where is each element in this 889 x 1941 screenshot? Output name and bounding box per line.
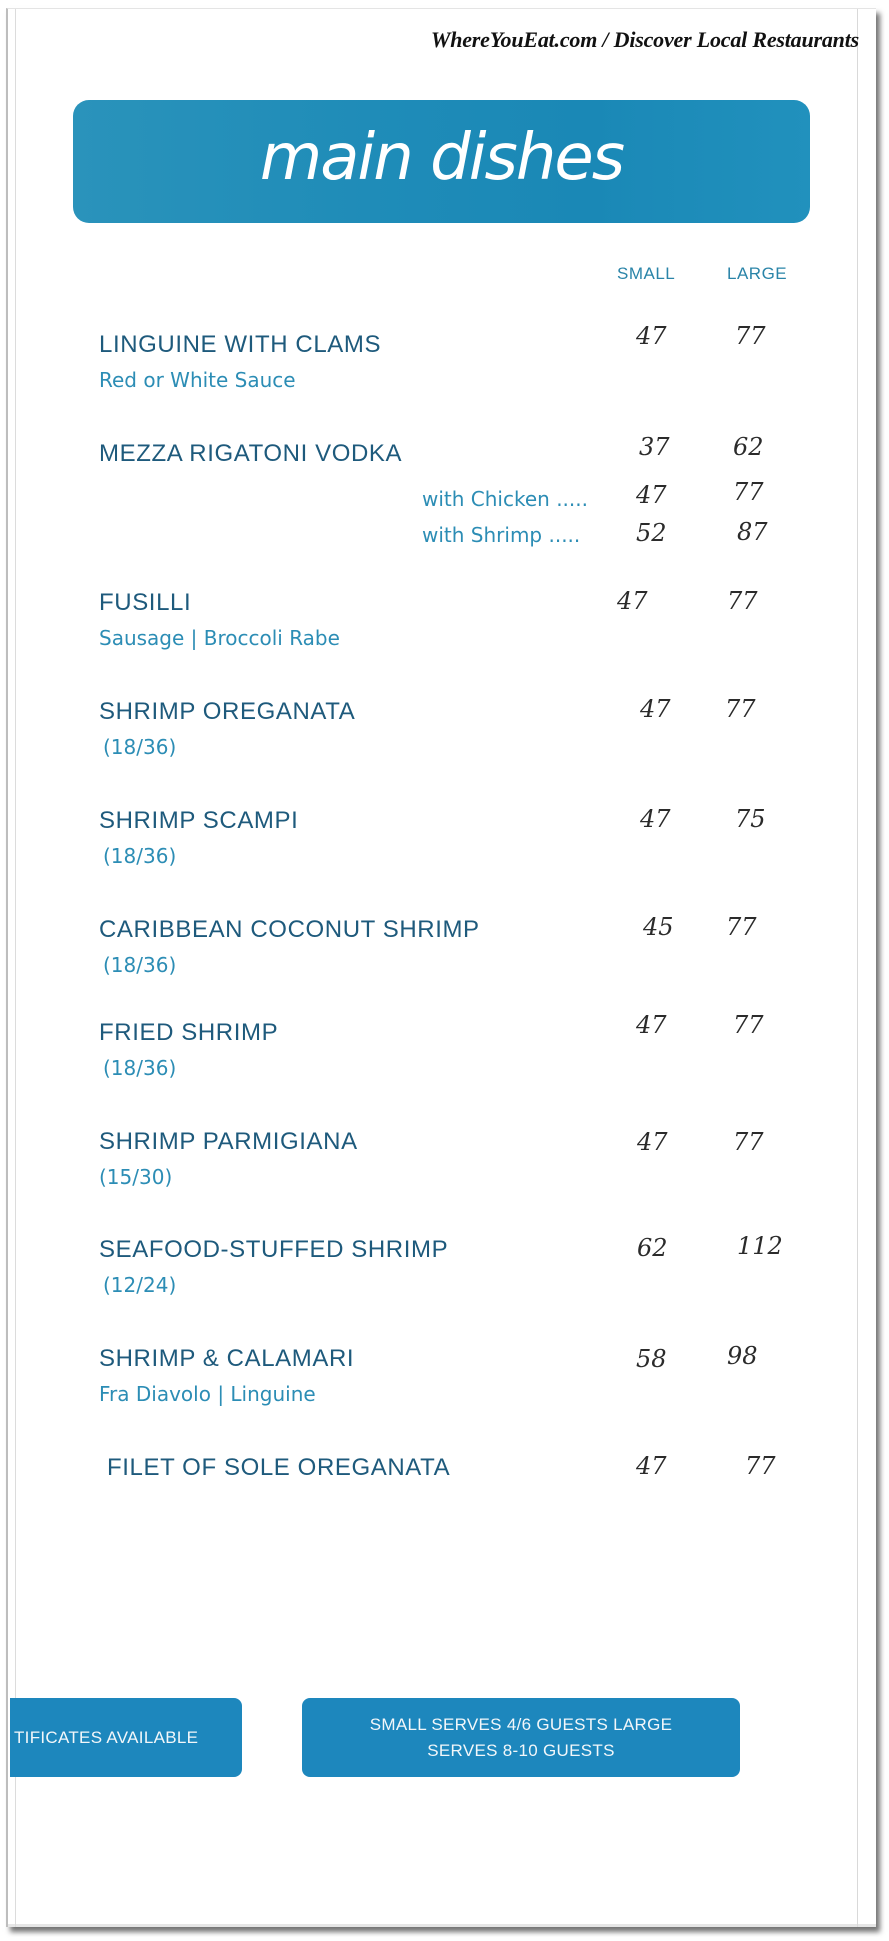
- item-name: CARIBBEAN COCONUT SHRIMP: [99, 916, 480, 943]
- item-description: Red or White Sauce: [99, 368, 296, 392]
- section-title: main dishes: [259, 120, 624, 195]
- item-count: (18/36): [103, 844, 177, 868]
- paper-fold-line: [857, 9, 858, 1927]
- price-small: 47: [636, 322, 667, 350]
- site-watermark: WhereYouEat.com / Discover Local Restaurants: [430, 27, 859, 52]
- item-name: SEAFOOD-STUFFED SHRIMP: [99, 1236, 449, 1263]
- column-header-large: LARGE: [727, 264, 788, 283]
- price-small: 58: [636, 1345, 667, 1373]
- variant-chicken-label: with Chicken .....: [422, 487, 588, 511]
- variant-shrimp-price-small: 52: [636, 519, 667, 547]
- item-name: SHRIMP SCAMPI: [99, 807, 299, 834]
- variant-shrimp-price-large: 87: [737, 518, 768, 546]
- price-large: 62: [733, 433, 764, 461]
- price-small: 47: [636, 1011, 667, 1039]
- variant-chicken-price-large: 77: [733, 478, 764, 506]
- price-large: 77: [733, 1128, 764, 1156]
- column-header-small: SMALL: [617, 264, 676, 283]
- item-name: FRIED SHRIMP: [99, 1019, 279, 1046]
- item-name: FILET OF SOLE OREGANATA: [107, 1454, 451, 1481]
- item-name: SHRIMP OREGANATA: [99, 698, 356, 725]
- price-small: 45: [643, 913, 674, 941]
- item-name: MEZZA RIGATONI VODKA: [99, 440, 403, 467]
- price-small: 47: [636, 1452, 667, 1480]
- item-count: (15/30): [99, 1165, 173, 1189]
- section-banner: [73, 100, 810, 223]
- price-small: 47: [640, 695, 671, 723]
- price-large: 77: [733, 1011, 764, 1039]
- item-count: (18/36): [103, 953, 177, 977]
- item-description: Fra Diavolo | Linguine: [99, 1382, 316, 1406]
- item-count: (18/36): [103, 1056, 177, 1080]
- price-small: 47: [640, 805, 671, 833]
- item-count: (18/36): [103, 735, 177, 759]
- price-large: 75: [735, 805, 766, 833]
- item-name: FUSILLI: [99, 589, 192, 616]
- price-large: 112: [737, 1232, 783, 1260]
- variant-chicken-price-small: 47: [636, 481, 667, 509]
- price-large: 77: [735, 322, 766, 350]
- price-large: 77: [745, 1452, 776, 1480]
- serving-size-line-2: SERVES 8-10 GUESTS: [427, 1740, 615, 1760]
- price-small: 47: [637, 1128, 668, 1156]
- item-name: LINGUINE WITH CLAMS: [99, 331, 382, 358]
- page-edge-rule: [15, 9, 16, 1927]
- price-large: 77: [726, 913, 757, 941]
- item-count: (12/24): [103, 1273, 177, 1297]
- price-small: 47: [617, 587, 648, 615]
- serving-size-badge: [302, 1698, 740, 1777]
- item-description: Sausage | Broccoli Rabe: [99, 626, 340, 650]
- price-small: 62: [637, 1234, 668, 1262]
- item-name: SHRIMP PARMIGIANA: [99, 1128, 358, 1155]
- price-large: 77: [725, 695, 756, 723]
- price-large: 98: [727, 1342, 758, 1370]
- gift-certificates-text: TIFICATES AVAILABLE: [14, 1727, 199, 1747]
- gift-certificates-badge: [10, 1698, 242, 1777]
- price-small: 37: [639, 433, 670, 461]
- serving-size-line-1: SMALL SERVES 4/6 GUESTS LARGE: [369, 1714, 673, 1734]
- item-name: SHRIMP & CALAMARI: [99, 1345, 355, 1372]
- price-large: 77: [727, 587, 758, 615]
- variant-shrimp-label: with Shrimp .....: [422, 523, 581, 547]
